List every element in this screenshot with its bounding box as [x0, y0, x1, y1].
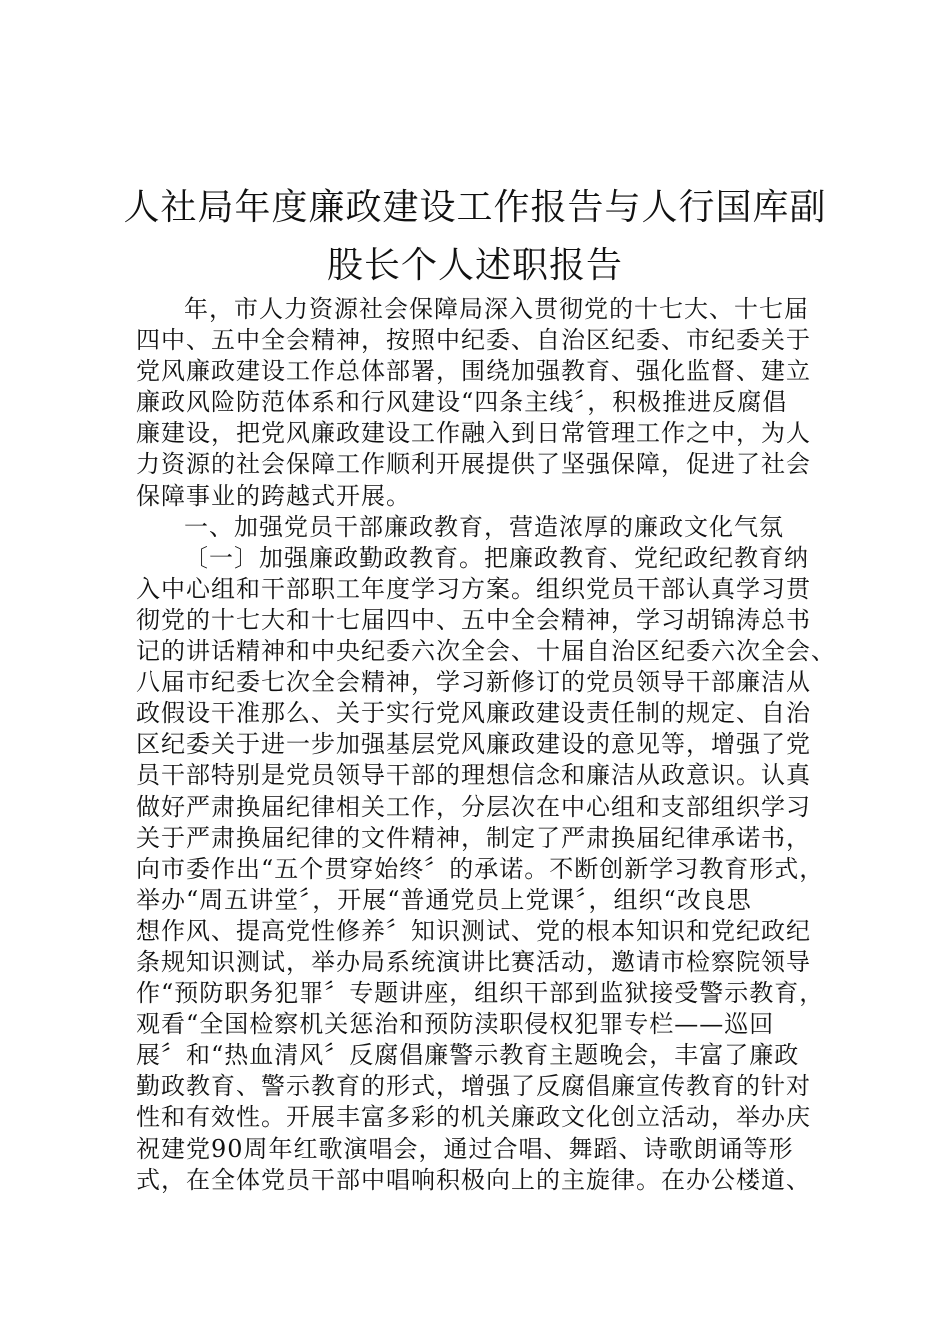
paragraph-line: 八届市纪委七次全会精神，学习新修订的党员领导干部廉洁从 — [136, 668, 811, 697]
paragraph-line: 展〞和“热血清风〞反腐倡廉警示教育主题晚会，丰富了廉政 — [136, 1041, 800, 1070]
section-heading: 一、加强党员干部廉政教育，营造浓厚的廉政文化气氛 — [184, 512, 784, 541]
paragraph-line: 党风廉政建设工作总体部署，围绕加强教育、强化监督、建立 — [136, 357, 811, 386]
paragraph-line: 祝建党90周年红歌演唱会，通过合唱、舞蹈、诗歌朗诵等形 — [136, 1134, 794, 1163]
paragraph-line: 入中心组和干部职工年度学习方案。组织党员干部认真学习贯 — [136, 574, 811, 603]
paragraph-line: 举办“周五讲堂〞，开展“普通党员上党课〞，组织“改良思 — [136, 885, 752, 914]
paragraph-line: 想作风、提高党性修养〞知识测试、党的根本知识和党纪政纪 — [136, 916, 811, 945]
paragraph-line: 年，市人力资源社会保障局深入贯彻党的十七大、十七届 — [184, 295, 809, 323]
paragraph-line: 关于严肃换届纪律的文件精神，制定了严肃换届纪律承诺书， — [136, 823, 811, 852]
paragraph-line: 四中、五中全会精神，按照中纪委、自治区纪委、市纪委关于 — [136, 326, 811, 355]
paragraph-line: 保障事业的跨越式开展。 — [136, 481, 411, 510]
paragraph-line: 彻党的十七大和十七届四中、五中全会精神，学习胡锦涛总书 — [136, 605, 811, 634]
paragraph-line: 力资源的社会保障工作顺利开展提供了坚强保障，促进了社会 — [136, 450, 811, 479]
paragraph-line: 区纪委关于进一步加强基层党风廉政建设的意见等，增强了党 — [136, 730, 811, 759]
paragraph-line: 勤政教育、警示教育的形式，增强了反腐倡廉宣传教育的针对 — [136, 1072, 811, 1101]
paragraph-line: 观看“全国检察机关惩治和预防渎职侵权犯罪专栏——巡回 — [136, 1010, 775, 1039]
paragraph-line: 作“预防职务犯罪〞专题讲座，组织干部到监狱接受警示教育， — [136, 979, 825, 1008]
paragraph-line: 条规知识测试，举办局系统演讲比赛活动，邀请市检察院领导 — [136, 947, 811, 976]
paragraph-line: 向市委作出“五个贯穿始终〞的承诺。不断创新学习教育形式， — [136, 854, 825, 883]
paragraph-line: 员干部特别是党员领导干部的理想信念和廉洁从政意识。认真 — [136, 761, 811, 790]
paragraph-line: 性和有效性。开展丰富多彩的机关廉政文化创立活动，举办庆 — [136, 1103, 811, 1132]
paragraph-line: 廉建设，把党风廉政建设工作融入到日常管理工作之中，为人 — [136, 419, 811, 448]
paragraph-line: 式，在全体党员干部中唱响积极向上的主旋律。在办公楼道、 — [136, 1165, 811, 1194]
paragraph-line: 政假设干准那么、关于实行党风廉政建设责任制的规定、自治 — [136, 699, 811, 728]
paragraph-line: 〔一〕加强廉政勤政教育。把廉政教育、党纪政纪教育纳 — [184, 543, 809, 572]
document-title-line-1: 人社局年度廉政建设工作报告与人行国库副 — [123, 187, 827, 228]
document-title-line-2: 股长个人述职报告 — [326, 245, 623, 286]
paragraph-line: 廉政风险防范体系和行风建设“四条主线〞，积极推进反腐倡 — [136, 388, 788, 417]
document-body — [136, 294, 836, 1196]
paragraph-line: 记的讲话精神和中央纪委六次全会、十届自治区纪委六次全会、 — [136, 637, 836, 666]
paragraph-line: 做好严肃换届纪律相关工作，分层次在中心组和支部组织学习 — [136, 792, 811, 821]
